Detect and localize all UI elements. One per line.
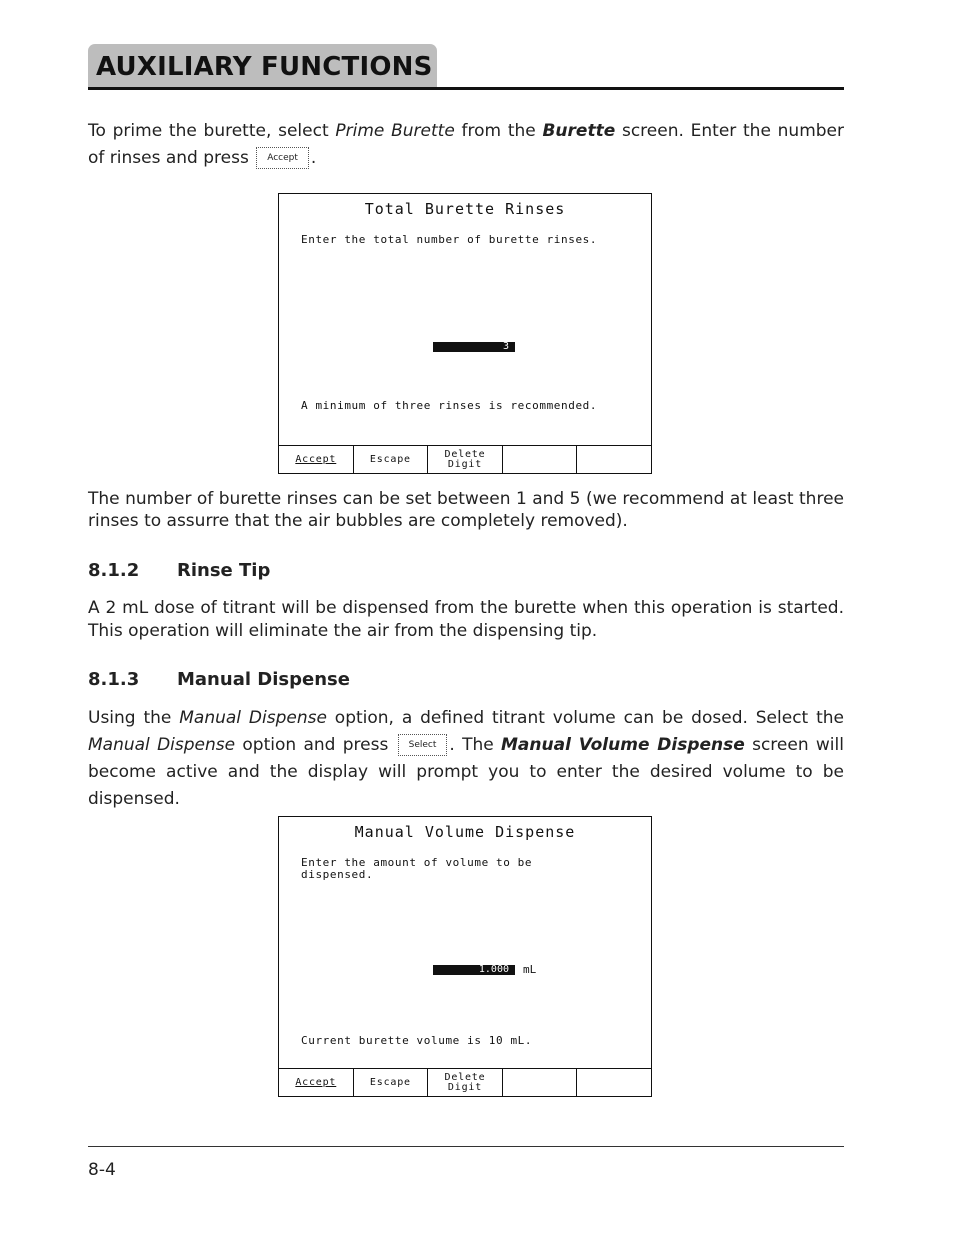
empty-softkey-4[interactable] [503,1069,578,1096]
header-divider [88,87,844,90]
accept-key-icon: Accept [256,147,309,169]
manual-volume-dispense-term: Manual Volume Dispense [501,735,745,755]
screen-prompt: Enter the amount of volume to be dispensed. [301,856,533,881]
prime-burette-term: Prime Burette [335,121,455,141]
screen-title: Total Burette Rinses [364,200,566,218]
accept-softkey[interactable]: Accept [279,446,354,473]
intro-text-3: screen. Enter the number of rinses and press [88,121,844,168]
manual-dispense-paragraph: Using the Manual Dispense option, a defined titrant volume can be dosed. Select the Manual Dispense option and press Select . The Manual Volume Dispense screen will become active and the display will prompt you to enter the desired volume to be dispensed. [88,708,844,809]
softkey-bar [279,445,651,473]
burette-term: Burette [542,121,616,141]
intro-paragraph [88,118,844,172]
manual-volume-dispense-screen [278,816,652,1097]
intro-text-1: To prime the burette, select [88,121,336,141]
screen-note: Current burette volume is 10 mL. [301,1034,533,1047]
section-heading-manual-dispense [88,669,350,690]
section-title: Manual Dispense [177,669,350,690]
screen-prompt: Enter the total number of burette rinses. [301,233,598,246]
rinse-tip-paragraph: A 2 mL dose of titrant will be dispensed from the burette when this operation is started. This operation will eliminate the air from the dispensing tip. [88,598,844,641]
empty-softkey-5[interactable] [577,1069,651,1096]
delete-digit-softkey[interactable]: Delete Digit [428,446,503,473]
section-heading-rinse-tip [88,560,270,581]
manual-dispense-term: Manual Dispense [179,708,327,728]
page-title: AUXILIARY FUNCTIONS [96,52,433,82]
page-number: 8-4 [88,1160,116,1180]
intro-text-4: . [310,148,317,168]
empty-softkey-4[interactable] [503,446,578,473]
softkey-bar [279,1068,651,1096]
select-key-icon: Select [398,734,448,756]
screen-title: Manual Volume Dispense [354,823,576,841]
escape-softkey[interactable]: Escape [354,446,429,473]
section-title: Rinse Tip [177,560,271,581]
section-number: 8.1.2 [88,560,140,581]
empty-softkey-5[interactable] [577,446,651,473]
manual-dispense-term: Manual Dispense [88,735,236,755]
escape-softkey[interactable]: Escape [354,1069,429,1096]
section-number: 8.1.3 [88,669,140,690]
rinses-paragraph: The number of burette rinses can be set between 1 and 5 (we recommend at least three rinses to assurre that the air bubbles are completely removed). [88,489,844,531]
intro-text-2: from the [454,121,543,141]
accept-softkey[interactable]: Accept [279,1069,354,1096]
rinses-input[interactable]: 3 [433,342,515,352]
volume-input[interactable]: 1.000 [433,965,515,975]
volume-unit: mL [523,963,537,976]
burette-rinses-screen [278,193,652,474]
screen-note: A minimum of three rinses is recommended. [301,399,598,412]
delete-digit-softkey[interactable]: Delete Digit [428,1069,503,1096]
footer-divider [88,1146,844,1147]
